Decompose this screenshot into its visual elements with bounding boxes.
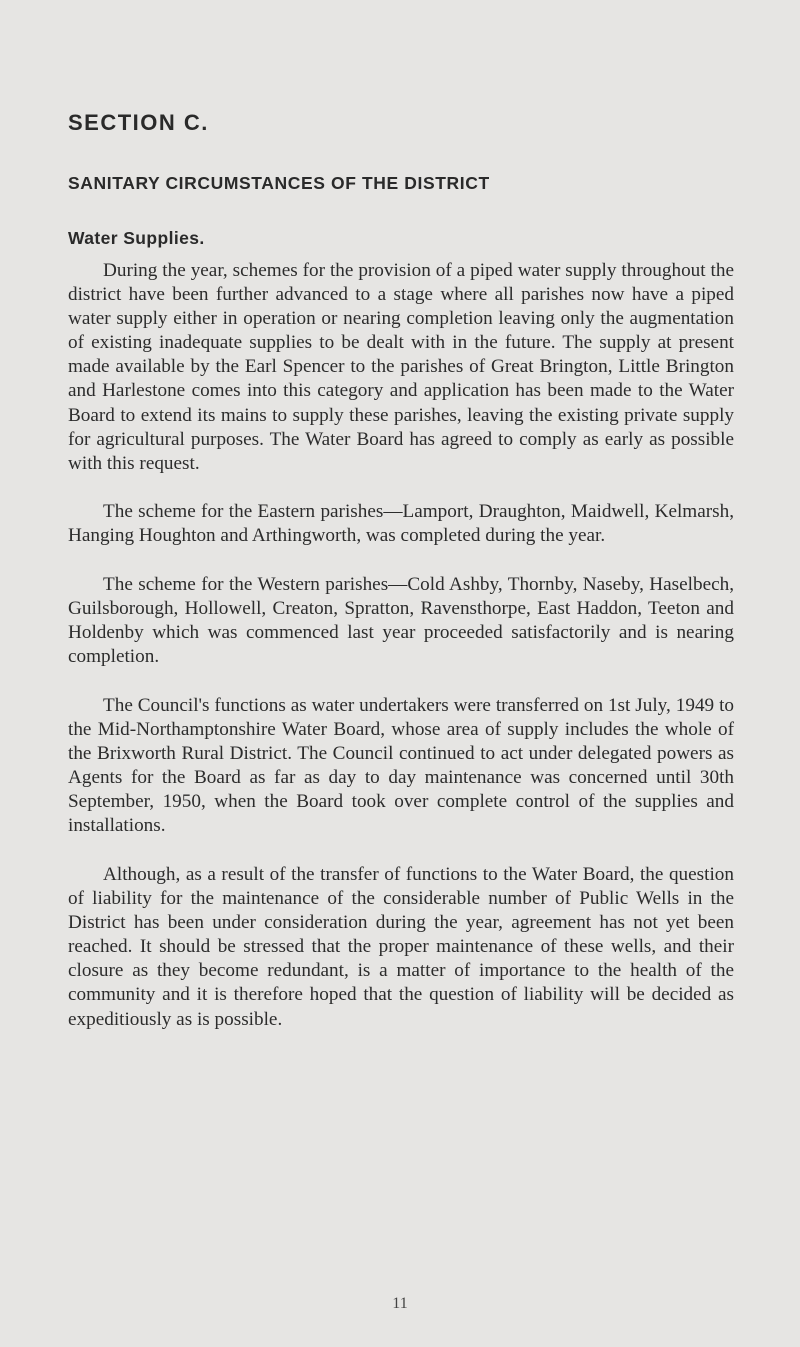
paragraph-5: Although, as a result of the transfer of functions to the Water Board, the question of liability for the maintenance of the considerable number of Public Wells in the District has been under consideration during the year, agreement has not yet been reached. It should be stressed that the proper maintenance of these wells, and their closure as they become redundant, is a matter of importance to the health of the community and it is therefore hoped that the question of liability will be decided as expeditiously as is possible. xyxy=(68,863,734,1030)
paragraph-4: The Council's functions as water undertakers were transferred on 1st July, 1949 to the Mid-Northamptonshire Water Board, whose area of supply includes the whole of the Brixworth Rural District. The Council continued to act under delegated powers as Agents for the Board as far as day to day maintenance was concerned until 30th September, 1950, when the Board took over complete control of the supplies and installations. xyxy=(68,694,734,837)
paragraph-1: During the year, schemes for the provision of a piped water supply throughout the district have been further advanced to a stage where all parishes now have a piped water supply either in operation or nearing completion leaving only the augmentation of existing inadequate supplies to be dealt with in the future. The supply at present made available by the Earl Spencer to the parishes of Great Brington, Little Brington and Harlestone comes into this category and application has been made to the Water Board to extend its mains to supply these parishes, leaving the existing private supply for agricultural purposes. The Water Board has agreed to comply as early as possible with this request. xyxy=(68,260,734,474)
paragraph-2: The scheme for the Eastern parishes—Lamport, Draughton, Maidwell, Kelmarsh, Hanging Houghton and Arthingworth, was completed during the year. xyxy=(68,501,734,547)
section-heading: SECTION C. xyxy=(68,110,209,135)
sub-title: Water Supplies. xyxy=(68,228,205,248)
body-text xyxy=(68,259,734,1056)
main-title: SANITARY CIRCUMSTANCES OF THE DISTRICT xyxy=(68,173,490,193)
page-number: 11 xyxy=(392,1295,408,1312)
paragraph-3: The scheme for the Western parishes—Cold Ashby, Thornby, Naseby, Haselbech, Guilsborough, Hollowell, Creaton, Spratton, Ravensthorpe, East Haddon, Teeton and Holdenby which was commenced last year proceeded satisfactorily and is nearing completion. xyxy=(68,574,734,668)
